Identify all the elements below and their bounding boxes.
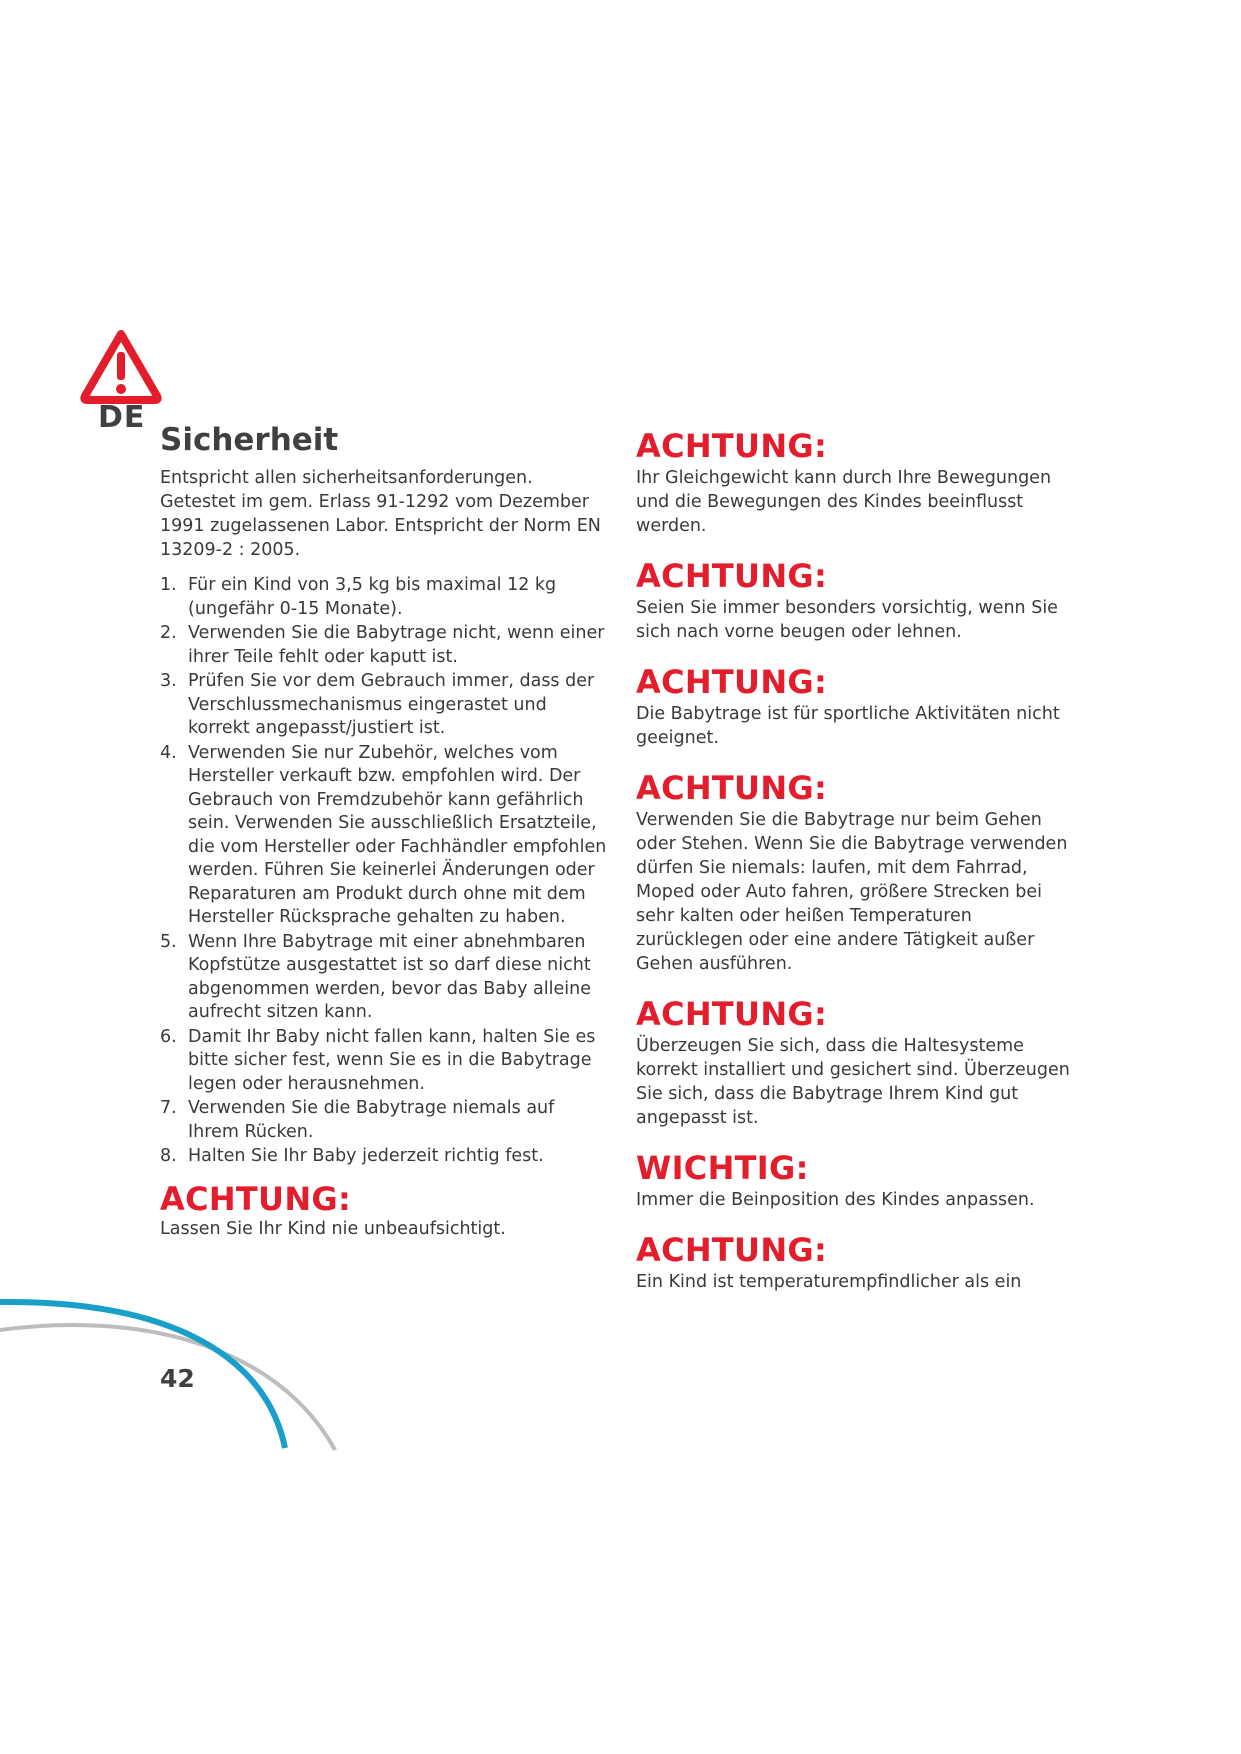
warning-heading: ACHTUNG:: [636, 663, 828, 701]
page-number: 42: [160, 1364, 195, 1393]
warning-block: [636, 558, 1076, 644]
warning-heading: ACHTUNG:: [636, 427, 828, 465]
warning-block: [636, 1232, 1076, 1294]
list-item: 1. Für ein Kind von 3,5 kg bis maximal 12 kg (ungefähr 0-15 Monate).: [160, 575, 557, 619]
warning-heading: ACHTUNG:: [160, 1179, 352, 1218]
list-item: 8. Halten Sie Ihr Baby jederzeit richtig fest.: [160, 1146, 544, 1166]
list-item: 5. Wenn Ihre Babytrage mit einer abnehmbaren Kopfstütze ausgestattet ist so darf diese nicht abgenommen werden, bevor das Baby alleine aufrecht sitzen kann.: [160, 931, 591, 1022]
warning-text: Die Babytrage ist für sportliche Aktivitäten nicht geeignet.: [636, 704, 1060, 748]
warning-triangle-icon: [80, 328, 162, 404]
important-text: Immer die Beinposition des Kindes anpassen.: [636, 1190, 1035, 1210]
list-item: 2. Verwenden Sie die Babytrage nicht, wenn einer ihrer Teile fehlt oder kaputt ist.: [160, 623, 605, 667]
section-title: Sicherheit: [160, 422, 339, 458]
right-column: [636, 428, 1076, 1314]
left-column: [160, 420, 610, 1241]
warning-text: Ihr Gleichgewicht kann durch Ihre Bewegungen und die Bewegungen des Kindes beeinflusst werden.: [636, 468, 1052, 536]
language-code: DE: [98, 400, 146, 435]
warning-block: [636, 770, 1076, 976]
warning-heading: ACHTUNG:: [636, 769, 828, 807]
warning-heading: ACHTUNG:: [636, 1231, 828, 1269]
warning-text: Ein Kind ist temperaturempfindlicher als ein: [636, 1272, 1022, 1292]
important-heading: WICHTIG:: [636, 1149, 809, 1187]
safety-rules-list: [160, 574, 610, 1169]
warning-heading: ACHTUNG:: [636, 995, 828, 1033]
warning-heading: ACHTUNG:: [636, 557, 828, 595]
warning-text: Verwenden Sie die Babytrage nur beim Gehen oder Stehen. Wenn Sie die Babytrage verwenden dürfen Sie niemals: laufen, mit dem Fahrrad, Moped oder Auto fahren, größere Strecken bei sehr kalten oder heißen Temperaturen zurücklegen oder eine andere Tätigkeit außer Gehen ausführen.: [636, 810, 1068, 974]
warning-block: [160, 1181, 610, 1241]
warning-block: [636, 996, 1076, 1130]
important-block: [636, 1150, 1076, 1212]
warning-text: Seien Sie immer besonders vorsichtig, wenn Sie sich nach vorne beugen oder lehnen.: [636, 598, 1058, 642]
warning-block: [636, 428, 1076, 538]
warning-text: Lassen Sie Ihr Kind nie unbeaufsichtigt.: [160, 1218, 506, 1239]
warning-text: Überzeugen Sie sich, dass die Haltesysteme korrekt installiert und gesichert sind. Überzeugen Sie sich, dass die Babytrage Ihrem Kind gut angepasst ist.: [636, 1036, 1070, 1128]
list-item: 4. Verwenden Sie nur Zubehör, welches vom Hersteller verkauft bzw. empfohlen wird. Der Gebrauch von Fremdzubehör kann gefährlich sein. Verwenden Sie ausschließlich Ersatzteile, die vom Hersteller oder Fachhändler empfohlen werden. Führen Sie keinerlei Änderungen oder Reparaturen am Produkt durch ohne mit dem Hersteller Rücksprache gehalten zu haben.: [160, 742, 607, 927]
list-item: 3. Prüfen Sie vor dem Gebrauch immer, dass der Verschlussmechanismus eingerastet und korrekt angepasst/justiert ist.: [160, 671, 595, 738]
list-item: 6. Damit Ihr Baby nicht fallen kann, halten Sie es bitte sicher fest, wenn Sie es in die Babytrage legen oder herausnehmen.: [160, 1026, 596, 1094]
list-item: 7. Verwenden Sie die Babytrage niemals auf Ihrem Rücken.: [160, 1098, 555, 1142]
warning-block: [636, 664, 1076, 750]
intro-text: Entspricht allen sicherheitsanforderungen. Getestet im gem. Erlass 91-1292 vom Dezember 1991 zugelassenen Labor. Entspricht der Norm EN 13209-2 : 2005.: [160, 468, 601, 560]
